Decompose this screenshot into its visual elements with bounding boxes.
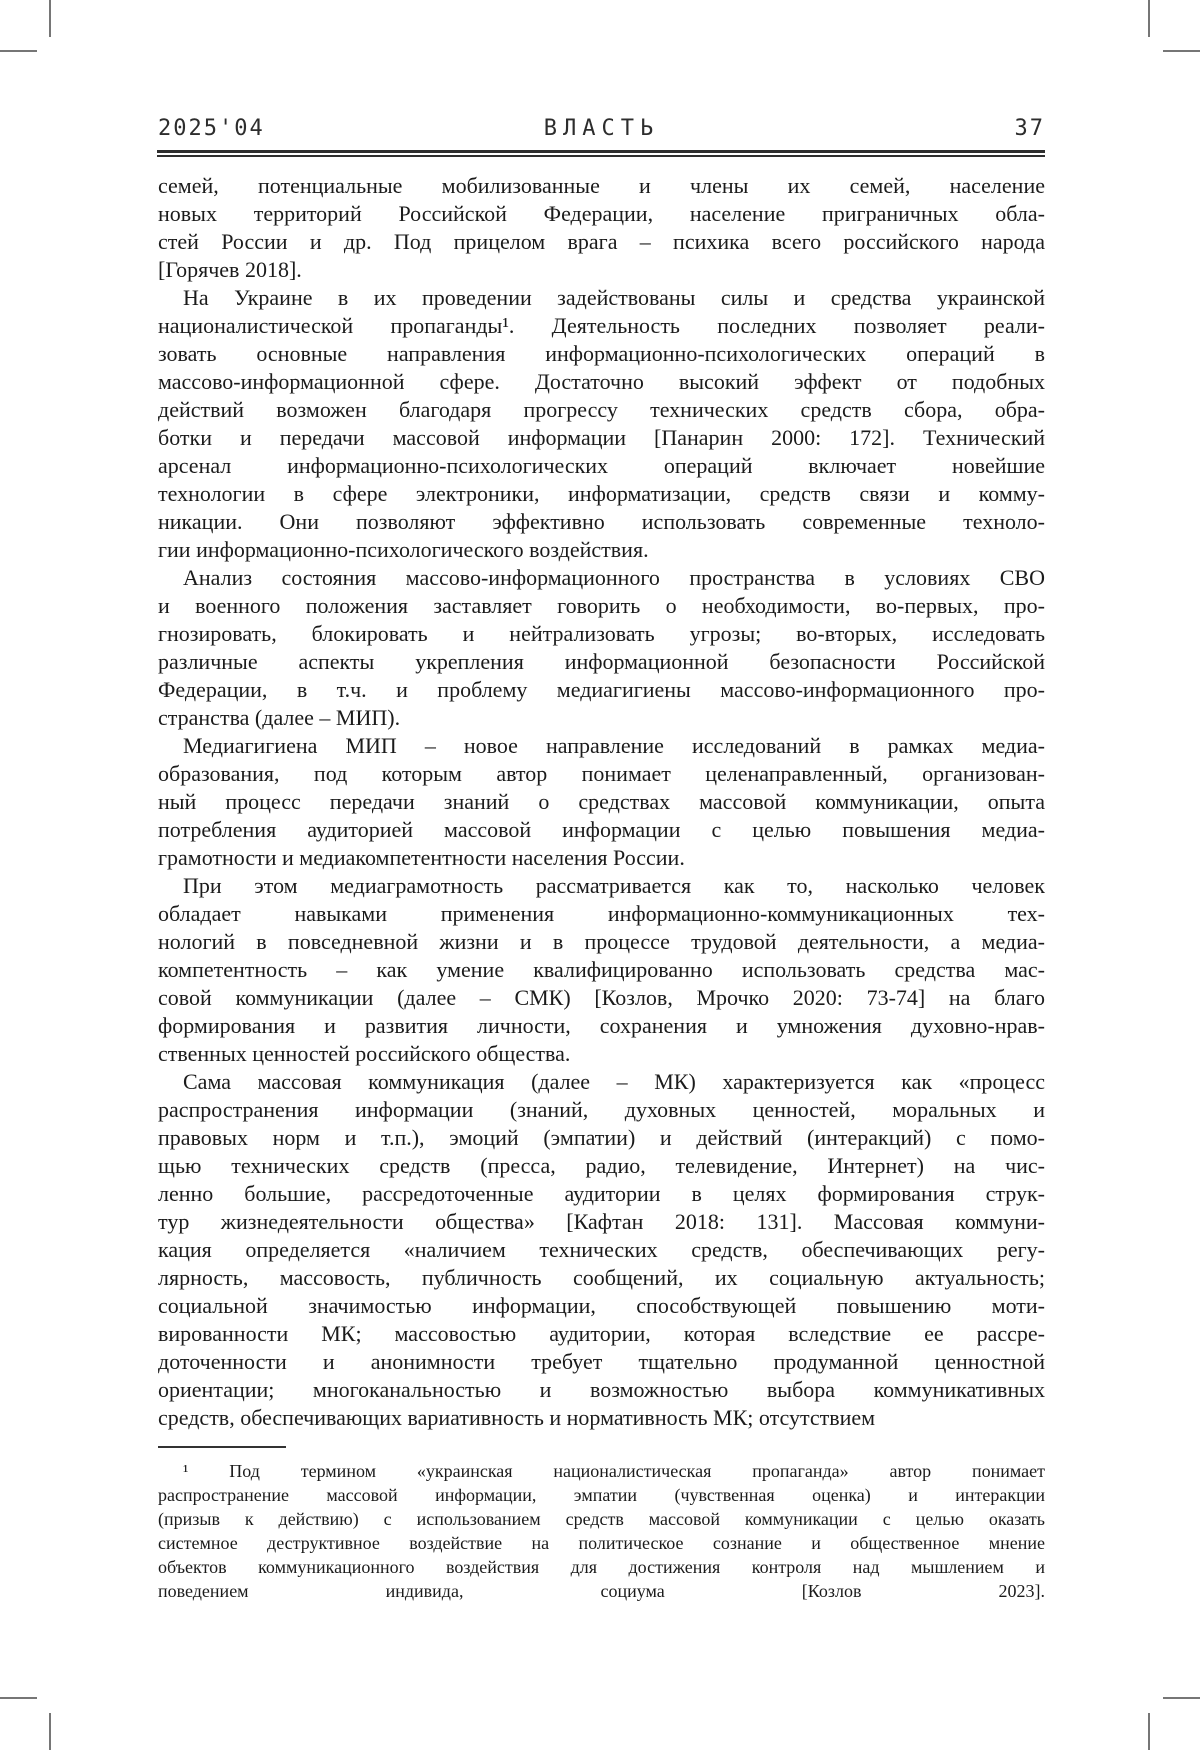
text-line: семей, потенциальные мобилизованные и члены их семей, население: [158, 173, 1045, 198]
text-line: ственных ценностей российского общества.: [158, 1041, 571, 1066]
text-line: новых территорий Российской Федерации, население приграничных обла-: [158, 201, 1045, 226]
text-line: гнозировать, блокировать и нейтрализовать угрозы; во-вторых, исследовать: [158, 621, 1045, 646]
text-line: действий возможен благодаря прогрессу технических средств сбора, обра-: [158, 397, 1045, 422]
text-line: правовых норм и т.п.), эмоций (эмпатии) и действий (интеракций) с помо-: [158, 1125, 1045, 1150]
paragraph: [158, 732, 1045, 872]
text-line: [Горячев 2018].: [158, 257, 302, 282]
footnote: [158, 1459, 1045, 1603]
text-line: вированности МК; массовостью аудитории, которая вследствие ее рассре-: [158, 1321, 1045, 1346]
text-line: зовать основные направления информационно-психологических операций в: [158, 341, 1045, 366]
footnote-separator: [158, 1446, 286, 1448]
text-line: ориентации; многоканальностью и возможностью выбора коммуникативных: [158, 1377, 1045, 1402]
crop-mark-top-left-horizontal: [0, 50, 37, 52]
text-line: ный процесс передачи знаний о средствах массовой коммуникации, опыта: [158, 789, 1045, 814]
text-line: социальной значимостью информации, способствующей повышению моти-: [158, 1293, 1045, 1318]
text-line: системное деструктивное воздействие на политическое сознание и общественное мнение: [158, 1533, 1045, 1553]
article-body: [158, 172, 1045, 1432]
text-line: При этом медиаграмотность рассматривается как то, насколько человек: [183, 873, 1045, 898]
text-line: компетентность – как умение квалифицированно использовать средства мас-: [158, 957, 1045, 982]
text-line: распространение массовой информации, эмпатии (чувственная оценка) и интеракции: [158, 1485, 1045, 1505]
crop-mark-top-right-vertical: [1148, 0, 1150, 37]
running-head: [158, 116, 1045, 141]
text-line: арсенал информационно-психологических операций включает новейшие: [158, 453, 1045, 478]
paragraph: [158, 872, 1045, 1068]
text-line: объектов коммуникационного воздействия для достижения контроля над мышлением и: [158, 1557, 1045, 1577]
text-line: массово-информационной сфере. Достаточно высокий эффект от подобных: [158, 369, 1045, 394]
text-line: распространения информации (знаний, духовных ценностей, моральных и: [158, 1097, 1045, 1122]
text-line: гии информационно-психологического воздействия.: [158, 537, 649, 562]
paragraph: [158, 284, 1045, 564]
crop-mark-top-left-vertical: [49, 0, 51, 37]
text-line: доточенности и анонимности требует тщательно продуманной ценностной: [158, 1349, 1045, 1374]
paragraph: [158, 1459, 1045, 1603]
text-line: лярность, массовость, публичность сообщений, их социальную актуальность;: [158, 1265, 1045, 1290]
text-line: ¹ Под термином «украинская националистическая пропаганда» автор понимает: [183, 1461, 1045, 1481]
text-line: поведением индивида, социума [Козлов 2023].: [158, 1581, 1045, 1601]
text-line: щью технических средств (пресса, радио, телевидение, Интернет) на чис-: [158, 1153, 1045, 1178]
text-line: Федерации, в т.ч. и проблему медиагигиены массово-информационного про-: [158, 677, 1045, 702]
text-line: стей России и др. Под прицелом врага – психика всего российского народа: [158, 229, 1045, 254]
text-line: средств, обеспечивающих вариативность и нормативность МК; отсутствием: [158, 1405, 876, 1430]
text-line: обладает навыками применения информационно-коммуникационных тех-: [158, 901, 1045, 926]
paragraph: [158, 1068, 1045, 1432]
crop-mark-bottom-left-horizontal: [0, 1697, 37, 1699]
journal-title: ВЛАСТЬ: [543, 116, 660, 141]
paragraph: [158, 564, 1045, 732]
text-line: На Украине в их проведении задействованы силы и средства украинской: [183, 285, 1045, 310]
text-line: кация определяется «наличием технических средств, обеспечивающих регу-: [158, 1237, 1045, 1262]
text-line: различные аспекты укрепления информационной безопасности Российской: [158, 649, 1045, 674]
text-line: Анализ состояния массово-информационного пространства в условиях СВО: [183, 565, 1045, 590]
text-line: никации. Они позволяют эффективно использовать современные техноло-: [158, 509, 1045, 534]
text-line: странства (далее – МИП).: [158, 705, 401, 730]
text-line: формирования и развития личности, сохранения и умножения духовно-нрав-: [158, 1013, 1045, 1038]
text-line: тур жизнедеятельности общества» [Кафтан 2018: 131]. Массовая коммуни-: [158, 1209, 1045, 1234]
text-line: (призыв к действию) с использованием средств массовой коммуникации с целью оказать: [158, 1509, 1045, 1529]
text-line: совой коммуникации (далее – СМК) [Козлов, Мрочко 2020: 73-74] на благо: [158, 985, 1045, 1010]
text-line: и военного положения заставляет говорить о необходимости, во-первых, про-: [158, 593, 1045, 618]
crop-mark-top-right-horizontal: [1163, 50, 1200, 52]
text-line: ленно большие, рассредоточенные аудитории в целях формирования струк-: [158, 1181, 1045, 1206]
text-line: Сама массовая коммуникация (далее – МК) характеризуется как «процесс: [183, 1069, 1045, 1094]
crop-mark-bottom-left-vertical: [49, 1713, 51, 1750]
text-line: националистической пропаганды¹. Деятельность последних позволяет реали-: [158, 313, 1045, 338]
text-line: технологии в сфере электроники, информатизации, средств связи и комму-: [158, 481, 1045, 506]
text-line: Медиагигиена МИП – новое направление исследований в рамках медиа-: [183, 733, 1045, 758]
header-rule: [157, 150, 1045, 157]
text-line: образования, под которым автор понимает целенаправленный, организован-: [158, 761, 1045, 786]
page-number: 37: [1014, 116, 1046, 141]
paragraph: [158, 172, 1045, 284]
text-line: ботки и передачи массовой информации [Панарин 2000: 172]. Технический: [158, 425, 1045, 450]
text-line: потребления аудиторией массовой информации с целью повышения медиа-: [158, 817, 1045, 842]
text-line: нологий в повседневной жизни и в процессе трудовой деятельности, а медиа-: [158, 929, 1045, 954]
text-line: грамотности и медиакомпетентности населения России.: [158, 845, 685, 870]
issue-label: 2025'04: [158, 116, 265, 141]
crop-mark-bottom-right-horizontal: [1163, 1697, 1200, 1699]
crop-mark-bottom-right-vertical: [1148, 1713, 1150, 1750]
